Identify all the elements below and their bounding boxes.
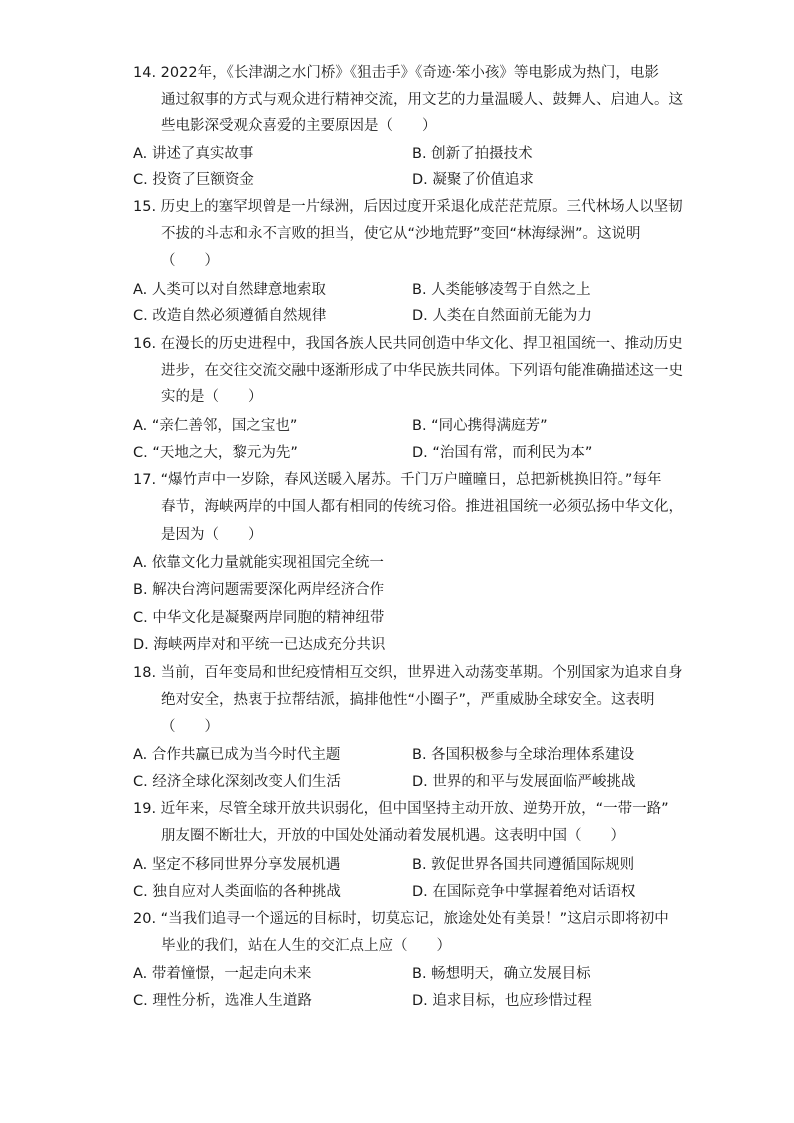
question-18-stem-line: 绝对安全，热衷于拉帮结派，搞排他性“小圈子”，严重威胁全球安全。这表明: [161, 692, 655, 708]
question-14-stem-line: 通过叙事的方式与观众进行精神交流，用文艺的力量温暖人、鼓舞人、启迪人。这: [161, 92, 683, 108]
question-14-option-b: B. 创新了拍摄技术: [412, 146, 533, 162]
question-17-option-d: D. 海峡两岸对和平统一已达成充分共识: [133, 637, 386, 653]
question-20-stem-line: 毕业的我们，站在人生的交汇点上应（ ）: [161, 938, 451, 954]
question-14-option-c: C. 投资了巨额资金: [133, 172, 254, 188]
question-15-option-d: D. 人类在自然面前无能为力: [412, 308, 592, 324]
question-20-option-b: B. 畅想明天，确立发展目标: [412, 966, 591, 982]
question-16-option-c: C. “天地之大，黎元为先”: [133, 445, 298, 461]
question-15-stem-line: 不拔的斗志和永不言败的担当，使它从“沙地荒野”变回“林海绿洲”。这说明: [161, 226, 641, 242]
question-14-option-a: A. 讲述了真实故事: [133, 146, 254, 162]
question-15-option-b: B. 人类能够凌驾于自然之上: [412, 282, 591, 298]
question-20-option-d: D. 追求目标，也应珍惜过程: [412, 993, 592, 1009]
question-19-option-d: D. 在国际竞争中掌握着绝对话语权: [412, 884, 636, 900]
question-20-option-c: C. 理性分析，选准人生道路: [133, 993, 312, 1009]
question-17-stem-line: 17. “爆竹声中一岁除，春风送暖入屠苏。千门万户曈曈日，总把新桃换旧符。”每年: [133, 472, 662, 488]
question-18-option-a: A. 合作共赢已成为当今时代主题: [133, 747, 341, 763]
question-19-option-b: B. 敦促世界各国共同遵循国际规则: [412, 857, 635, 873]
question-16-stem-line: 实的是（ ）: [161, 389, 263, 405]
question-17-option-b: B. 解决台湾问题需要深化两岸经济合作: [133, 582, 385, 598]
question-17-stem-line: 春节，海峡两岸的中国人都有相同的传统习俗。推进祖国统一必须弘扬中华文化，: [161, 499, 683, 515]
question-15-stem-line: （ ）: [161, 253, 219, 269]
question-20-stem-line: 20. “当我们追寻一个遥远的目标时，切莫忘记，旅途处处有美景！”这启示即将初中: [133, 911, 669, 927]
question-17-option-c: C. 中华文化是凝聚两岸同胞的精神纽带: [133, 610, 385, 626]
question-14-option-d: D. 凝聚了价值追求: [412, 172, 534, 188]
question-17-option-a: A. 依靠文化力量就能实现祖国完全统一: [133, 555, 384, 571]
question-20-option-a: A. 带着憧憬，一起走向未来: [133, 966, 312, 982]
question-17-stem-line: 是因为（ ）: [161, 527, 263, 543]
question-16-stem-line: 16. 在漫长的历史进程中，我国各族人民共同创造中华文化、捍卫祖国统一、推动历史: [133, 336, 683, 352]
question-19-option-a: A. 坚定不移同世界分享发展机遇: [133, 857, 341, 873]
question-19-stem-line: 19. 近年来，尽管全球开放共识弱化，但中国坚持主动开放、逆势开放，“一带一路”: [133, 801, 669, 817]
question-15-stem-line: 15. 历史上的塞罕坝曾是一片绿洲，后因过度开采退化成茫茫荒原。三代林场人以坚韧: [133, 199, 683, 215]
question-16-option-a: A. “亲仁善邻，国之宝也”: [133, 418, 298, 434]
question-19-option-c: C. 独自应对人类面临的各种挑战: [133, 884, 341, 900]
question-18-option-c: C. 经济全球化深刻改变人们生活: [133, 774, 341, 790]
question-14-stem-line: 些电影深受观众喜爱的主要原因是（ ）: [161, 118, 437, 134]
question-18-stem-line: 18. 当前，百年变局和世纪疫情相互交织，世界进入动荡变革期。个别国家为追求自身: [133, 665, 683, 681]
question-14-stem-line: 14. 2022年，《长津湖之水门桥》《狙击手》《奇迹·笨小孩》等电影成为热门，电影: [133, 65, 659, 81]
question-18-stem-line: （ ）: [161, 719, 219, 735]
question-16-stem-line: 进步，在交往交流交融中逐渐形成了中华民族共同体。下列语句能准确描述这一史: [161, 363, 683, 379]
question-15-option-a: A. 人类可以对自然肆意地索取: [133, 282, 326, 298]
question-16-option-d: D. “治国有常，而利民为本”: [412, 445, 593, 461]
question-18-option-d: D. 世界的和平与发展面临严峻挑战: [412, 774, 636, 790]
question-15-option-c: C. 改造自然必须遵循自然规律: [133, 308, 327, 324]
question-19-stem-line: 朋友圈不断壮大，开放的中国处处涌动着发展机遇。这表明中国（ ）: [161, 828, 625, 844]
question-16-option-b: B. “同心携得满庭芳”: [412, 418, 548, 434]
question-18-option-b: B. 各国积极参与全球治理体系建设: [412, 747, 635, 763]
